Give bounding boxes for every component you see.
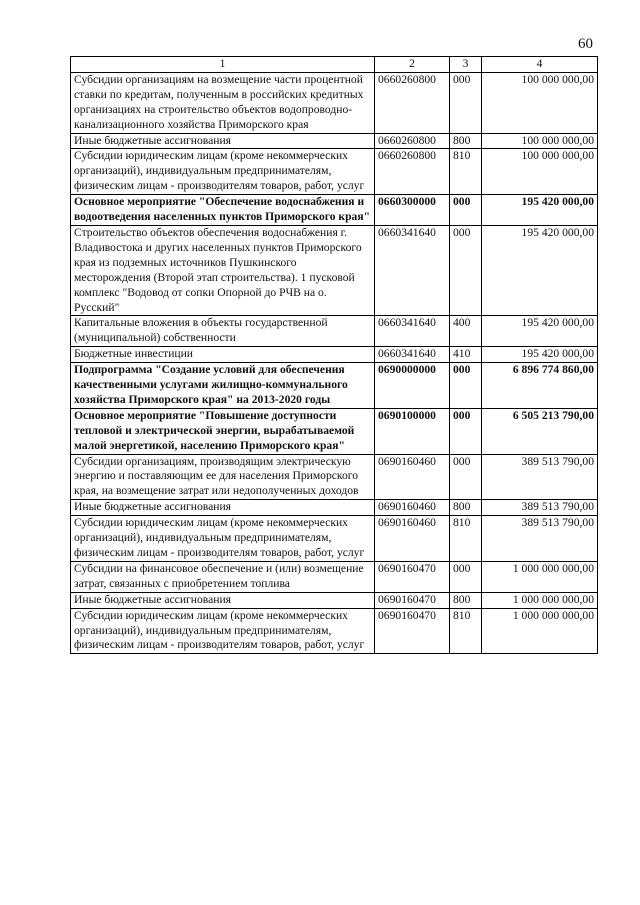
table-row bbox=[71, 454, 598, 500]
row-amount-cell: 195 420 000,00 bbox=[482, 195, 598, 226]
row-code-cell: 0690160460 bbox=[375, 454, 450, 500]
table-row bbox=[71, 316, 598, 347]
row-name-cell: Иные бюджетные ассигнования bbox=[71, 500, 375, 516]
row-code-cell: 0660260800 bbox=[375, 133, 450, 149]
table-row bbox=[71, 516, 598, 562]
row-kind-cell: 000 bbox=[450, 408, 482, 454]
row-kind-cell: 810 bbox=[450, 516, 482, 562]
header-col-2: 2 bbox=[375, 57, 450, 73]
row-code-cell: 0690160460 bbox=[375, 516, 450, 562]
row-kind-cell: 000 bbox=[450, 72, 482, 133]
row-code-cell: 0660341640 bbox=[375, 347, 450, 363]
table-row bbox=[71, 225, 598, 315]
table-row bbox=[71, 561, 598, 592]
row-code-cell: 0690000000 bbox=[375, 363, 450, 409]
row-amount-cell: 100 000 000,00 bbox=[482, 133, 598, 149]
row-amount-cell: 6 505 213 790,00 bbox=[482, 408, 598, 454]
header-col-3: 3 bbox=[450, 57, 482, 73]
row-name-cell: Субсидии организациям на возмещение части процентной ставки по кредитам, полученным в российских кредитных организациях на строительство объектов водопроводно-канализационного хозяйства Приморского края bbox=[71, 72, 375, 133]
row-amount-cell: 195 420 000,00 bbox=[482, 347, 598, 363]
row-kind-cell: 800 bbox=[450, 592, 482, 608]
row-code-cell: 0690160470 bbox=[375, 592, 450, 608]
row-name-cell: Субсидии юридическим лицам (кроме некоммерческих организаций), индивидуальным предпринимателям, физическим лицам - производителям товаров, работ, услуг bbox=[71, 608, 375, 654]
header-row bbox=[71, 57, 598, 73]
row-amount-cell: 1 000 000 000,00 bbox=[482, 592, 598, 608]
row-kind-cell: 800 bbox=[450, 133, 482, 149]
table-row bbox=[71, 347, 598, 363]
row-kind-cell: 000 bbox=[450, 454, 482, 500]
header-col-1: 1 bbox=[71, 57, 375, 73]
row-kind-cell: 810 bbox=[450, 149, 482, 195]
table-row bbox=[71, 363, 598, 409]
row-code-cell: 0660260800 bbox=[375, 72, 450, 133]
row-code-cell: 0690100000 bbox=[375, 408, 450, 454]
row-name-cell: Иные бюджетные ассигнования bbox=[71, 592, 375, 608]
row-kind-cell: 000 bbox=[450, 363, 482, 409]
row-code-cell: 0660341640 bbox=[375, 316, 450, 347]
row-kind-cell: 000 bbox=[450, 195, 482, 226]
table-row bbox=[71, 149, 598, 195]
table-row bbox=[71, 72, 598, 133]
budget-table bbox=[70, 56, 598, 654]
row-name-cell: Бюджетные инвестиции bbox=[71, 347, 375, 363]
row-kind-cell: 810 bbox=[450, 608, 482, 654]
row-amount-cell: 195 420 000,00 bbox=[482, 225, 598, 315]
header-col-4: 4 bbox=[482, 57, 598, 73]
row-kind-cell: 400 bbox=[450, 316, 482, 347]
row-amount-cell: 389 513 790,00 bbox=[482, 516, 598, 562]
row-name-cell: Капитальные вложения в объекты государственной (муниципальной) собственности bbox=[71, 316, 375, 347]
row-name-cell: Иные бюджетные ассигнования bbox=[71, 133, 375, 149]
row-name-cell: Субсидии юридическим лицам (кроме некоммерческих организаций), индивидуальным предпринимателям, физическим лицам - производителям товаров, работ, услуг bbox=[71, 149, 375, 195]
row-code-cell: 0660260800 bbox=[375, 149, 450, 195]
row-kind-cell: 800 bbox=[450, 500, 482, 516]
row-kind-cell: 000 bbox=[450, 225, 482, 315]
row-code-cell: 0660341640 bbox=[375, 225, 450, 315]
table-row bbox=[71, 608, 598, 654]
row-name-cell: Субсидии на финансовое обеспечение и (или) возмещение затрат, связанных с приобретением топлива bbox=[71, 561, 375, 592]
page-number: 60 bbox=[578, 36, 593, 52]
row-kind-cell: 410 bbox=[450, 347, 482, 363]
row-code-cell: 0690160470 bbox=[375, 608, 450, 654]
row-amount-cell: 100 000 000,00 bbox=[482, 149, 598, 195]
row-amount-cell: 389 513 790,00 bbox=[482, 454, 598, 500]
table-row bbox=[71, 133, 598, 149]
row-name-cell: Подпрограмма "Создание условий для обеспечения качественными услугами жилищно-коммунального хозяйства Приморского края" на 2013-2020 годы bbox=[71, 363, 375, 409]
row-amount-cell: 100 000 000,00 bbox=[482, 72, 598, 133]
row-code-cell: 0690160460 bbox=[375, 500, 450, 516]
row-amount-cell: 1 000 000 000,00 bbox=[482, 608, 598, 654]
row-amount-cell: 1 000 000 000,00 bbox=[482, 561, 598, 592]
row-code-cell: 0660300000 bbox=[375, 195, 450, 226]
table-row bbox=[71, 592, 598, 608]
row-amount-cell: 6 896 774 860,00 bbox=[482, 363, 598, 409]
row-amount-cell: 389 513 790,00 bbox=[482, 500, 598, 516]
row-amount-cell: 195 420 000,00 bbox=[482, 316, 598, 347]
table-row bbox=[71, 408, 598, 454]
row-name-cell: Основное мероприятие "Повышение доступности тепловой и электрической энергии, вырабатываемой малой энергетикой, населению Приморского края" bbox=[71, 408, 375, 454]
row-kind-cell: 000 bbox=[450, 561, 482, 592]
row-name-cell: Субсидии организациям, производящим электрическую энергию и поставляющим ее для населения Приморского края, на возмещение затрат или недополученных доходов bbox=[71, 454, 375, 500]
table-row bbox=[71, 195, 598, 226]
row-name-cell: Субсидии юридическим лицам (кроме некоммерческих организаций), индивидуальным предпринимателям, физическим лицам - производителям товаров, работ, услуг bbox=[71, 516, 375, 562]
table-row bbox=[71, 500, 598, 516]
row-name-cell: Основное мероприятие "Обеспечение водоснабжения и водоотведения населенных пунктов Приморского края" bbox=[71, 195, 375, 226]
row-code-cell: 0690160470 bbox=[375, 561, 450, 592]
row-name-cell: Строительство объектов обеспечения водоснабжения г. Владивостока и других населенных пунктов Приморского края из подземных источников Пушкинского месторождения (Второй этап строительства). 1 пусковой комплекс "Водовод от сопки Опорной до РЧВ на о. Русский" bbox=[71, 225, 375, 315]
